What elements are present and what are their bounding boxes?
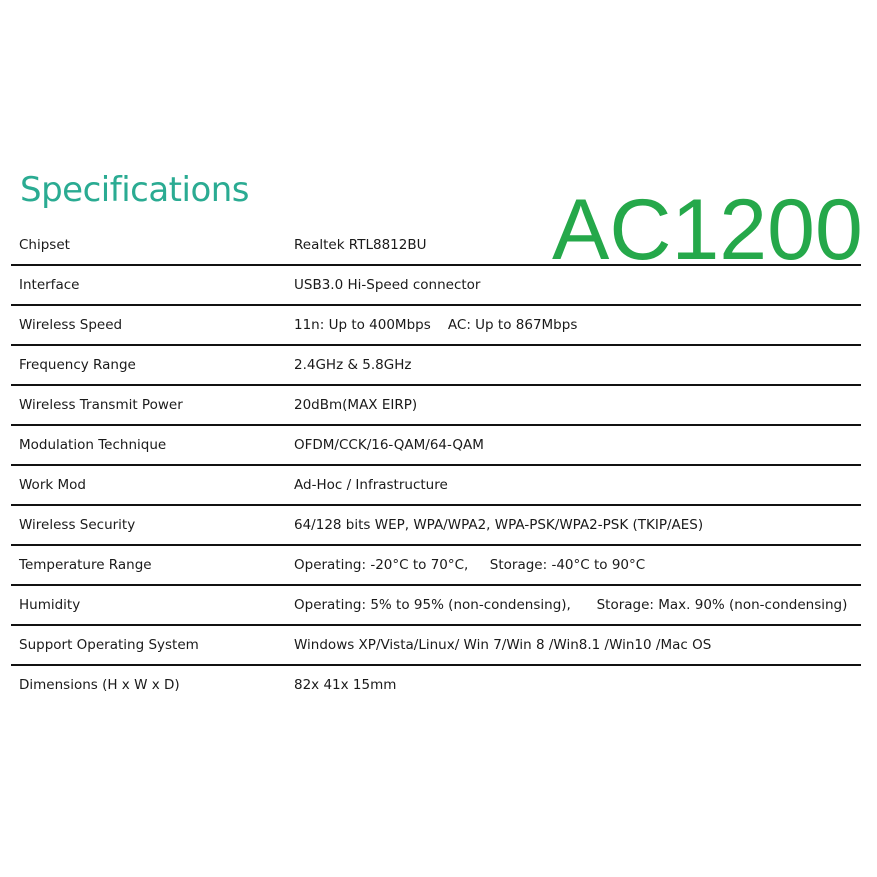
spec-value: 20dBm(MAX EIRP) [294,397,418,413]
spec-row-chipset [11,226,861,266]
spec-label: Frequency Range [19,357,136,373]
spec-label: Chipset [19,237,70,253]
spec-value: Ad-Hoc / Infrastructure [294,477,448,493]
page-title: Specifications [20,170,250,210]
spec-label: Interface [19,277,80,293]
spec-value: Windows XP/Vista/Linux/ Win 7/Win 8 /Win8.1 /Win10 /Mac OS [294,637,712,653]
spec-label: Support Operating System [19,637,199,653]
spec-value: USB3.0 Hi-Speed connector [294,277,481,293]
spec-value: Operating: -20°C to 70°C, Storage: -40°C to 90°C [294,557,646,573]
spec-label: Wireless Security [19,517,136,533]
spec-value: 11n: Up to 400Mbps AC: Up to 867Mbps [294,317,578,333]
model-name: AC1200 [552,182,863,278]
spec-row-interface [11,266,861,306]
spec-label: Wireless Speed [19,317,123,333]
spec-row-work-mod [11,466,861,506]
spec-row-operating-system [11,626,861,666]
spec-row-frequency-range [11,346,861,386]
spec-value: OFDM/CCK/16-QAM/64-QAM [294,437,484,453]
spec-row-modulation [11,426,861,466]
spec-row-wireless-speed [11,306,861,346]
spec-label: Humidity [19,597,81,613]
spec-table [11,226,861,706]
spec-row-wireless-security [11,506,861,546]
spec-value: 2.4GHz & 5.8GHz [294,357,412,373]
spec-value: Operating: 5% to 95% (non-condensing), Storage: Max. 90% (non-condensing) [294,597,848,613]
spec-row-humidity [11,586,861,626]
spec-label: Temperature Range [19,557,152,573]
spec-value: 64/128 bits WEP, WPA/WPA2, WPA-PSK/WPA2-PSK (TKIP/AES) [294,517,704,533]
spec-value: Realtek RTL8812BU [294,237,427,253]
spec-row-dimensions [11,666,861,706]
spec-label: Dimensions (H x W x D) [19,677,180,693]
spec-label: Work Mod [19,477,86,493]
spec-label: Modulation Technique [19,437,167,453]
spec-row-temperature [11,546,861,586]
spec-value: 82x 41x 15mm [294,677,397,693]
spec-row-transmit-power [11,386,861,426]
spec-label: Wireless Transmit Power [19,397,183,413]
